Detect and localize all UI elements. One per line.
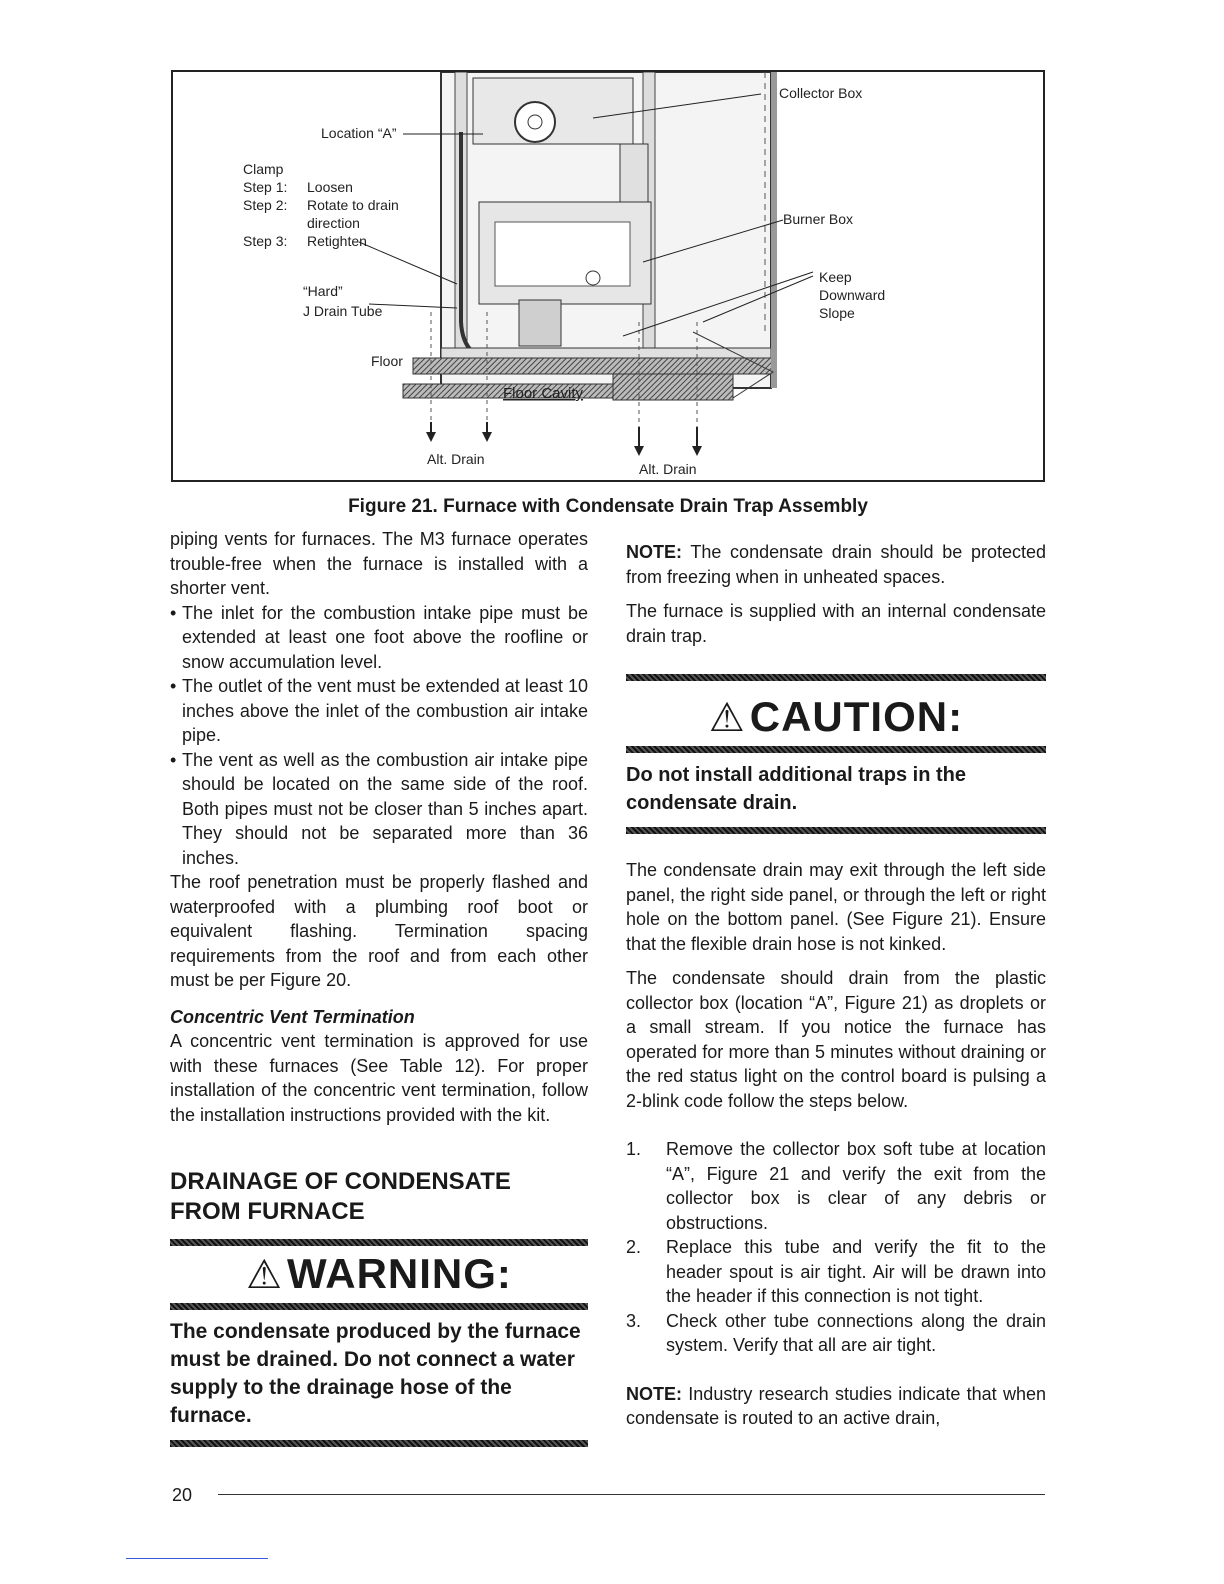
list-item (626, 1137, 1046, 1235)
warning-bottom-rule (170, 1440, 588, 1447)
note-label: NOTE: (626, 542, 682, 562)
caution-title (626, 689, 1046, 746)
concentric-heading: Concentric Vent Termination (170, 1006, 415, 1027)
label-burner-box: Burner Box (783, 211, 854, 227)
list-item: • The inlet for the combustion intake pipe must be extended at least one foot above the roofline or snow accumulation level. (170, 601, 588, 675)
note-freezing (626, 540, 1046, 589)
left-column (170, 527, 588, 1447)
section-heading (170, 1167, 588, 1227)
right-column (626, 540, 1046, 1431)
list-item (626, 1235, 1046, 1309)
figure-21 (171, 70, 1045, 482)
label-alt-drain-left: Alt. Drain (427, 451, 485, 467)
furnace-diagram (173, 72, 1043, 480)
label-floor: Floor (371, 353, 403, 369)
warning-mid-rule (170, 1303, 588, 1310)
list-item: • The outlet of the vent must be extended at least 10 inches above the inlet of the combustion air intake pipe. (170, 674, 588, 748)
page-number: 20 (172, 1485, 193, 1505)
footer-rule (218, 1494, 1045, 1495)
label-clamp: Clamp (243, 161, 284, 177)
warning-text: The condensate produced by the furnace must be drained. Do not connect a water supply to the drainage hose of the furnace. (170, 1320, 581, 1427)
list-item: • The vent as well as the combustion air intake pipe should be located on the same side of the roof. Both pipes must not be closer than 5 inches apart. They should not be separated more than 36 inches. (170, 748, 588, 871)
step-number: 3. (626, 1310, 642, 1331)
label-j-drain-tube: J Drain Tube (303, 303, 383, 319)
label-keep: Keep (819, 269, 852, 285)
label-floor-cavity: Floor Cavity (503, 385, 584, 402)
supplied-paragraph: The furnace is supplied with an internal condensate drain trap. (626, 601, 1046, 646)
label-step1: Step 1: (243, 179, 288, 195)
exit-paragraph: The condensate drain may exit through the left side panel, the right side panel, or through the left or right hole on the bottom panel. (See Figure 21). Ensure that the flexible drain hose is not kinked. (626, 860, 1046, 954)
caution-triangle-icon: ⚠ (708, 696, 746, 740)
label-step3: Step 3: (243, 233, 288, 249)
caution-title-text: CAUTION: (749, 693, 964, 740)
label-downward: Downward (819, 287, 886, 303)
label-alt-drain-right: Alt. Drain (639, 461, 697, 477)
section-heading-line1: DRAINAGE OF CONDENSATE (170, 1168, 511, 1195)
label-hard: “Hard” (303, 283, 343, 299)
label-step2-text: Rotate to drain (307, 197, 399, 213)
list-item (626, 1309, 1046, 1358)
caution-text: Do not install additional traps in the condensate drain. (626, 764, 967, 814)
steps-list (626, 1137, 1046, 1358)
roof-paragraph: The roof penetration must be properly flashed and waterproofed with a plumbing roof boot or equivalent flashing. Termination spacing requirements from the roof and from each other must be per Figure 20. (170, 872, 588, 990)
warning-triangle-icon: ⚠ (246, 1253, 283, 1297)
bottom-link-underline (126, 1558, 268, 1559)
intro-paragraph: piping vents for furnaces. The M3 furnace operates trouble-free when the furnace is installed with a shorter vent. (170, 529, 588, 598)
caution-top-rule (626, 674, 1046, 681)
label-step2-text-b: direction (307, 215, 360, 231)
vent-bullet-list (170, 601, 588, 871)
step-number: 2. (626, 1237, 642, 1257)
warning-title (170, 1246, 588, 1303)
warning-top-rule (170, 1239, 588, 1246)
label-slope: Slope (819, 305, 855, 321)
step-text: Replace this tube and verify the fit to the header spout is air tight. Air will be drawn into the header if this connection is not tight. (666, 1237, 1046, 1306)
step-text: Remove the collector box soft tube at location “A”, Figure 21 and verify the exit from the collector box is clear of any debris or obstructions. (666, 1139, 1046, 1233)
label-location-a: Location “A” (321, 125, 397, 141)
label-step2: Step 2: (243, 197, 288, 213)
note-research (626, 1382, 1046, 1431)
note-label: NOTE: (626, 1383, 682, 1404)
note-text: The condensate drain should be protected from freezing when in unheated spaces. (626, 542, 1046, 587)
note-text: Industry research studies indicate that when condensate is routed to an active drain, (626, 1383, 1046, 1428)
concentric-paragraph: A concentric vent termination is approved for use with these furnaces (See Table 12). For proper installation of the concentric vent termination, follow the installation instructions provided with the kit. (170, 1031, 588, 1125)
label-step3-text: Retighten (307, 233, 367, 249)
label-step1-text: Loosen (307, 179, 353, 195)
warning-title-text: WARNING: (286, 1250, 512, 1297)
drain-paragraph: The condensate should drain from the plastic collector box (location “A”, Figure 21) as droplets or a small stream. If you notice the furnace has operated for more than 5 minutes without draining or the red status light on the control board is pulsing a 2-blink code follow the steps below. (626, 968, 1046, 1111)
label-collector-box: Collector Box (779, 85, 863, 101)
step-text: Check other tube connections along the drain system. Verify that all are air tight. (666, 1310, 1046, 1355)
caution-bottom-rule (626, 827, 1046, 834)
step-number: 1. (626, 1139, 642, 1159)
caution-mid-rule (626, 746, 1046, 753)
section-heading-line2: FROM FURNACE (170, 1198, 365, 1225)
figure-caption: Figure 21. Furnace with Condensate Drain Trap Assembly (348, 496, 868, 517)
